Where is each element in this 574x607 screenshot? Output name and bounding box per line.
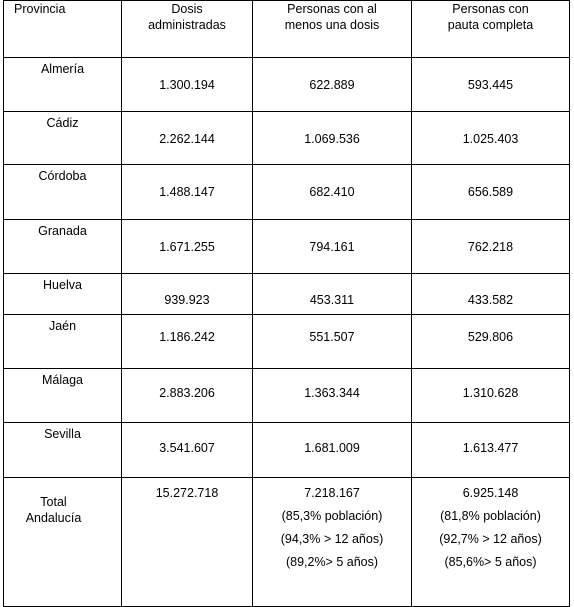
total-row [4, 478, 570, 607]
una-dosis-value: 622.889 [309, 78, 355, 92]
provincia-label: Málaga [42, 373, 83, 387]
cell-total-una-dosis [253, 478, 412, 607]
table-row [4, 112, 570, 165]
header-dosis-line2: administradas [148, 18, 226, 32]
table-row [4, 369, 570, 423]
cell-provincia [4, 112, 122, 165]
una-dosis-value: 1.069.536 [304, 132, 360, 146]
una-dosis-value: 794.161 [309, 240, 355, 254]
cell-provincia [4, 58, 122, 112]
cell-provincia [4, 274, 122, 315]
header-pauta-line2: pauta completa [447, 18, 534, 32]
cell-total-dosis [122, 478, 253, 607]
provincia-label: Córdoba [38, 169, 87, 183]
header-personas-pauta-completa [412, 1, 570, 58]
cell-pauta [412, 58, 570, 112]
vaccination-table [3, 0, 570, 607]
una-dosis-value: 1.681.009 [304, 441, 360, 455]
cell-dosis [122, 220, 253, 274]
una-dosis-value: 1.363.344 [304, 386, 360, 400]
cell-pauta [412, 220, 570, 274]
total-dosis-value: 15.272.718 [155, 486, 219, 500]
pauta-value: 593.445 [467, 78, 514, 92]
cell-pauta [412, 369, 570, 423]
header-una-dosis-line2: menos una dosis [284, 18, 380, 32]
dosis-value: 2.262.144 [159, 132, 215, 146]
pauta-value: 656.589 [467, 185, 514, 199]
cell-una-dosis [253, 274, 412, 315]
una-dosis-value: 682.410 [309, 185, 355, 199]
cell-una-dosis [253, 165, 412, 220]
total-una-dosis-note: (85,3% población) [281, 509, 383, 523]
cell-pauta [412, 274, 570, 315]
provincia-label: Granada [38, 224, 87, 238]
dosis-value: 1.300.194 [159, 78, 215, 92]
dosis-value: 1.488.147 [159, 185, 215, 199]
table-row [4, 315, 570, 369]
pauta-value: 1.025.403 [462, 132, 519, 146]
header-dosis-line1: Dosis [171, 2, 203, 16]
cell-provincia [4, 165, 122, 220]
cell-pauta [412, 315, 570, 369]
cell-pauta [412, 165, 570, 220]
dosis-value: 2.883.206 [159, 386, 215, 400]
dosis-value: 3.541.607 [159, 441, 215, 455]
cell-dosis [122, 423, 253, 478]
table-row [4, 165, 570, 220]
dosis-value: 1.671.255 [159, 240, 215, 254]
header-provincia: Provincia [4, 1, 122, 58]
dosis-value: 939.923 [164, 293, 210, 307]
total-pauta-note: (85,6%> 5 años) [444, 555, 537, 569]
total-una-dosis-note: (89,2%> 5 años) [285, 555, 379, 569]
cell-provincia [4, 220, 122, 274]
table-row [4, 58, 570, 112]
provincia-label: Almería [40, 62, 85, 76]
cell-una-dosis [253, 58, 412, 112]
header-dosis-administradas [122, 1, 253, 58]
cell-una-dosis [253, 220, 412, 274]
cell-total-label [4, 478, 122, 607]
cell-total-pauta [412, 478, 570, 607]
provincia-label: Sevilla [44, 427, 81, 441]
cell-dosis [122, 369, 253, 423]
provincia-label: Cádiz [46, 116, 79, 130]
cell-dosis [122, 274, 253, 315]
total-pauta-note: (92,7% > 12 años) [439, 532, 542, 546]
cell-provincia [4, 369, 122, 423]
cell-provincia [4, 315, 122, 369]
total-una-dosis-value: 7.218.167 [304, 486, 360, 500]
provincia-label: Jaén [48, 319, 77, 333]
total-una-dosis-note: (94,3% > 12 años) [280, 532, 384, 546]
table-row [4, 220, 570, 274]
header-una-dosis-line1: Personas con al [287, 2, 377, 16]
dosis-value: 1.186.242 [159, 330, 215, 344]
cell-pauta [412, 112, 570, 165]
pauta-value: 433.582 [467, 293, 514, 307]
cell-dosis [122, 165, 253, 220]
una-dosis-value: 453.311 [309, 293, 355, 307]
una-dosis-value: 551.507 [309, 330, 355, 344]
cell-dosis [122, 112, 253, 165]
table-row [4, 274, 570, 315]
total-pauta-note: (81,8% población) [440, 509, 541, 523]
provincia-label: Huelva [43, 278, 82, 292]
total-pauta-value: 6.925.148 [462, 486, 519, 500]
cell-pauta [412, 423, 570, 478]
total-label-line1: Total [40, 495, 67, 509]
cell-una-dosis [253, 423, 412, 478]
header-personas-una-dosis [253, 1, 412, 58]
pauta-value: 529.806 [467, 330, 514, 344]
table-header-row [4, 1, 570, 58]
cell-una-dosis [253, 315, 412, 369]
cell-una-dosis [253, 112, 412, 165]
pauta-value: 1.613.477 [462, 441, 519, 455]
pauta-value: 1.310.628 [462, 386, 519, 400]
cell-una-dosis [253, 369, 412, 423]
cell-dosis [122, 315, 253, 369]
cell-dosis [122, 58, 253, 112]
total-label-line2: Andalucía [25, 511, 82, 525]
table-row [4, 423, 570, 478]
cell-provincia [4, 423, 122, 478]
header-pauta-line1: Personas con [452, 2, 529, 16]
pauta-value: 762.218 [467, 240, 514, 254]
